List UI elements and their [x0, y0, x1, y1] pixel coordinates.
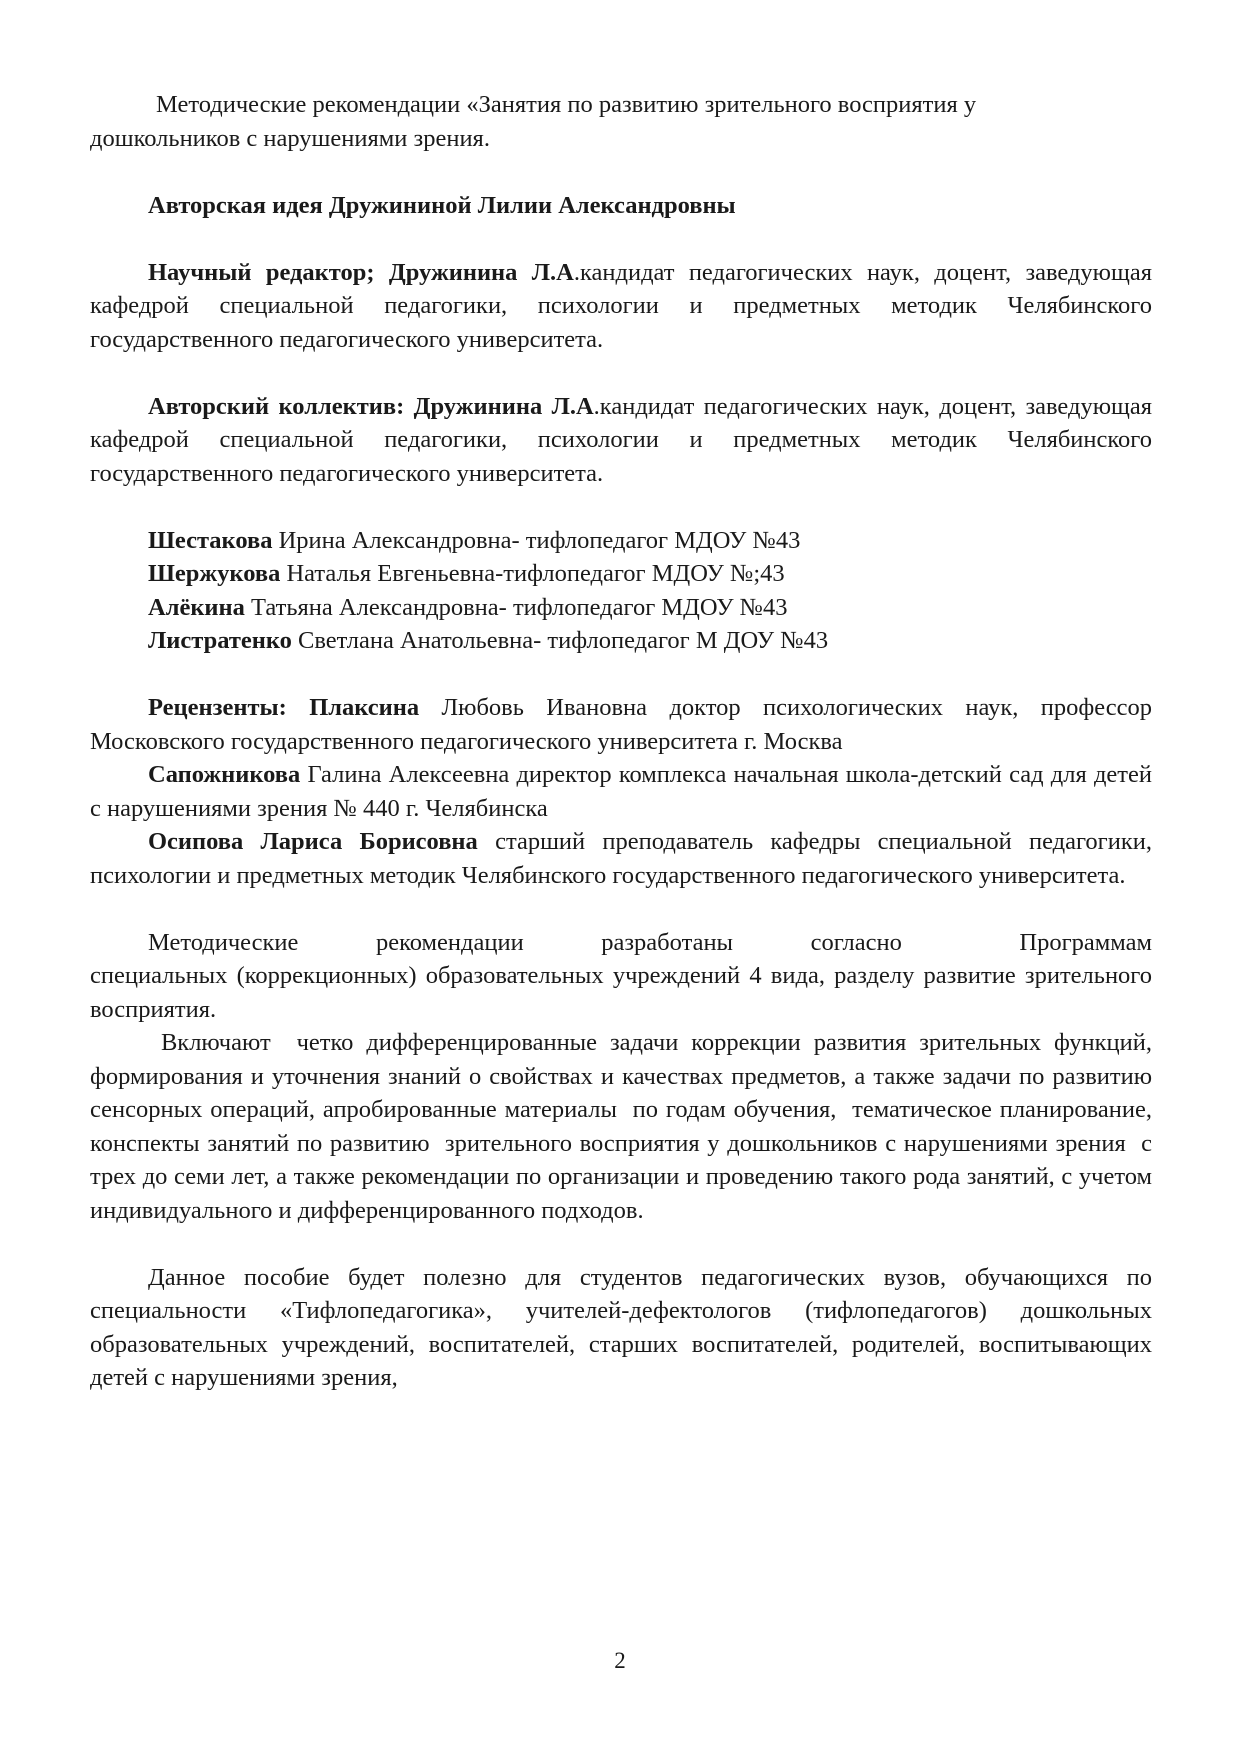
- intro-line-2: дошкольников с нарушениями зрения.: [90, 124, 490, 152]
- program-word: рекомендации: [375, 928, 524, 956]
- author-collective: [90, 390, 1152, 491]
- program-word: разработаны: [601, 928, 734, 956]
- author-idea: Авторская идея Дружининой Лилии Александровны: [148, 191, 736, 219]
- reviewer-2: [90, 758, 1152, 825]
- scientific-editor: [90, 256, 1152, 357]
- staff-details: Светлана Анатольевна- тифлопедагог М ДОУ №43: [291, 627, 829, 654]
- staff-item: [148, 524, 1152, 558]
- staff-surname: Шестакова: [148, 526, 273, 554]
- staff-item: [148, 624, 1152, 658]
- editor-name: Дружинина Л.А: [388, 258, 574, 286]
- collective-name: Дружинина Л.А: [413, 392, 594, 420]
- reviewer-1: [90, 691, 1152, 758]
- program-word: Программам: [1019, 928, 1152, 956]
- page-number: 2: [614, 1648, 626, 1673]
- staff-list: [90, 524, 1152, 658]
- collective-label: Авторский коллектив:: [148, 392, 405, 420]
- staff-surname: Алёкина: [148, 593, 245, 621]
- editor-text: .кандидат педагогических наук, доцент, заведующая кафедрой специальной педагогики, психологии и предметных методик Челябинского государственного педагогического университета.: [90, 258, 1152, 353]
- staff-item: [148, 557, 1152, 591]
- program-word: Методические: [148, 928, 299, 956]
- reviewer-text: Любовь Ивановна доктор психологических наук, профессор Московского государственного педагогического университета г. Москва: [90, 694, 1152, 755]
- program-paragraph: [90, 926, 1152, 1027]
- reviewer-name: Сапожникова: [148, 761, 301, 788]
- staff-details: Ирина Александровна- тифлопедагог МДОУ №43: [272, 526, 801, 554]
- intro-line-1: Методические рекомендации «Занятия по развитию зрительного восприятия у: [156, 91, 977, 118]
- staff-details: Наталья Евгеньевна-тифлопедагог МДОУ №;43: [280, 560, 785, 587]
- program-first-line: [90, 926, 1152, 960]
- document-page: [90, 88, 1165, 1395]
- collective-text: .кандидат педагогических наук, доцент, заведующая кафедрой специальной педагогики, психологии и предметных методик Челябинского государственного педагогического университета.: [90, 392, 1153, 487]
- staff-surname: Листратенко: [148, 627, 292, 654]
- reviewer-text: старший преподаватель кафедры специальной педагогики, психологии и предметных методик Челябинского государственного педагогического университета.: [90, 828, 1152, 889]
- staff-surname: Шержукова: [148, 560, 281, 587]
- reviewers-label: Рецензенты:: [148, 694, 287, 721]
- staff-item: [148, 591, 1152, 625]
- staff-details: Татьяна Александровна- тифлопедагог МДОУ №43: [244, 593, 788, 621]
- reviewer-text: Галина Алексеевна директор комплекса начальная школа-детский сад для детей с нарушениями зрения № 440 г. Челябинска: [90, 761, 1152, 822]
- reviewer-name: Осипова Лариса Борисовна: [148, 828, 478, 855]
- includes-paragraph: Включают четко дифференцированные задачи коррекции развития зрительных функций, формирования и уточнения знаний о свойствах и качествах предметов, а также задачи по развитию сенсорных операций, апробированные материалы по годам обучения, тематическое планирование, конспекты занятий по развитию зрительного восприятия у дошкольников с нарушениями зрения с трех до семи лет, а также рекомендации по организации и проведению такого рода занятий, с учетом индивидуального и дифференцированного подходов.: [90, 1029, 1165, 1224]
- program-word: согласно: [810, 928, 902, 956]
- editor-label: Научный редактор;: [148, 258, 375, 286]
- reviewer-3: [90, 825, 1152, 892]
- useful-paragraph: Данное пособие будет полезно для студентов педагогических вузов, обучающихся по специальности «Тифлопедагогика», учителей-дефектологов (тифлопедагогов) дошкольных образовательных учреждений, воспитателей, старших воспитателей, родителей, воспитывающих детей с нарушениями зрения,: [90, 1263, 1152, 1391]
- reviewer-name: Плаксина: [309, 694, 420, 721]
- program-text: специальных (коррекционных) образовательных учреждений 4 вида, разделу развитие зрительного восприятия.: [90, 962, 1152, 1023]
